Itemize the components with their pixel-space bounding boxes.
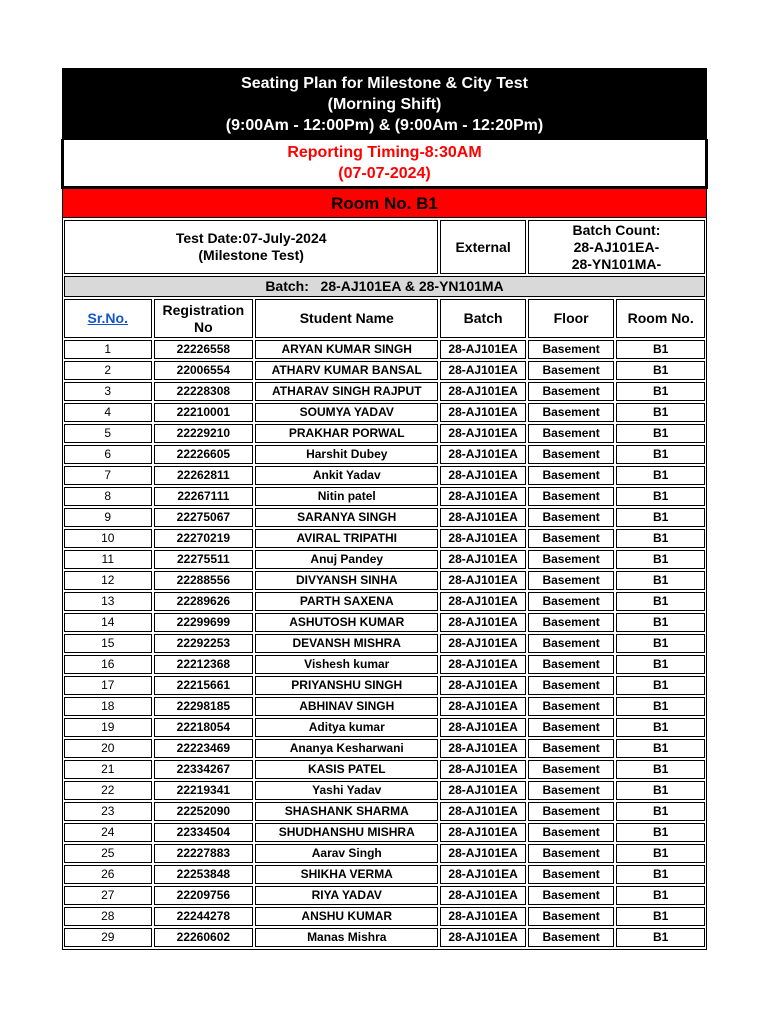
cell-registration: 22298185: [154, 697, 254, 716]
cell-batch: 28-AJ101EA: [440, 823, 526, 842]
table-row: [64, 382, 705, 401]
table-row: [64, 907, 705, 926]
cell-batch: 28-AJ101EA: [440, 886, 526, 905]
table-row: [64, 508, 705, 527]
cell-floor: Basement: [528, 928, 615, 947]
cell-registration: 22299699: [154, 613, 254, 632]
cell-floor: Basement: [528, 466, 615, 485]
cell-registration: 22219341: [154, 781, 254, 800]
table-row: [64, 823, 705, 842]
table-row: [64, 865, 705, 884]
table-row: [64, 550, 705, 569]
cell-student-name: Nitin patel: [255, 487, 438, 506]
cell-floor: Basement: [528, 403, 615, 422]
cell-student-name: Vishesh kumar: [255, 655, 438, 674]
cell-batch: 28-AJ101EA: [440, 781, 526, 800]
cell-batch: 28-AJ101EA: [440, 802, 526, 821]
batch-count-label: Batch Count:: [572, 221, 661, 238]
cell-floor: Basement: [528, 676, 615, 695]
col-sr-no[interactable]: [64, 299, 152, 338]
cell-sr-no: 13: [64, 592, 152, 611]
cell-room-no: B1: [616, 361, 705, 380]
cell-student-name: Ananya Kesharwani: [255, 739, 438, 758]
cell-registration: 22289626: [154, 592, 254, 611]
cell-floor: Basement: [528, 907, 615, 926]
cell-student-name: ATHARAV SINGH RAJPUT: [255, 382, 438, 401]
cell-floor: Basement: [528, 886, 615, 905]
cell-room-no: B1: [616, 508, 705, 527]
cell-student-name: ATHARV KUMAR BANSAL: [255, 361, 438, 380]
cell-batch: 28-AJ101EA: [440, 361, 526, 380]
cell-sr-no: 11: [64, 550, 152, 569]
table-row: [64, 844, 705, 863]
cell-student-name: ANSHU KUMAR: [255, 907, 438, 926]
cell-sr-no: 7: [64, 466, 152, 485]
cell-sr-no: 9: [64, 508, 152, 527]
cell-registration: 22223469: [154, 739, 254, 758]
cell-sr-no: 10: [64, 529, 152, 548]
cell-room-no: B1: [616, 487, 705, 506]
cell-student-name: Harshit Dubey: [255, 445, 438, 464]
cell-batch: 28-AJ101EA: [440, 697, 526, 716]
cell-floor: Basement: [528, 487, 615, 506]
cell-sr-no: 2: [64, 361, 152, 380]
cell-sr-no: 27: [64, 886, 152, 905]
table-row: [64, 697, 705, 716]
cell-student-name: PRAKHAR PORWAL: [255, 424, 438, 443]
table-header: [64, 299, 705, 338]
cell-room-no: B1: [616, 466, 705, 485]
test-info-row: [64, 220, 705, 274]
cell-batch: 28-AJ101EA: [440, 907, 526, 926]
cell-floor: Basement: [528, 739, 615, 758]
cell-sr-no: 8: [64, 487, 152, 506]
cell-registration: 22228308: [154, 382, 254, 401]
cell-batch: 28-AJ101EA: [440, 571, 526, 590]
cell-batch: 28-AJ101EA: [440, 382, 526, 401]
batch-count-2: 28-YN101MA-: [571, 255, 662, 272]
cell-student-name: AVIRAL TRIPATHI: [255, 529, 438, 548]
cell-registration: 22215661: [154, 676, 254, 695]
table-row: [64, 340, 705, 359]
cell-sr-no: 16: [64, 655, 152, 674]
cell-student-name: KASIS PATEL: [255, 760, 438, 779]
cell-student-name: ASHUTOSH KUMAR: [255, 613, 438, 632]
table-row: [64, 676, 705, 695]
external-cell: External: [440, 220, 526, 274]
cell-batch: 28-AJ101EA: [440, 508, 526, 527]
sr-no-link[interactable]: Sr.No.: [87, 310, 128, 326]
cell-sr-no: 17: [64, 676, 152, 695]
cell-sr-no: 6: [64, 445, 152, 464]
cell-room-no: B1: [616, 928, 705, 947]
cell-room-no: B1: [616, 697, 705, 716]
table-row: [64, 760, 705, 779]
cell-batch: 28-AJ101EA: [440, 613, 526, 632]
cell-sr-no: 26: [64, 865, 152, 884]
cell-room-no: B1: [616, 907, 705, 926]
cell-student-name: SHIKHA VERMA: [255, 865, 438, 884]
table-row: [64, 487, 705, 506]
title-line-3: (9:00Am - 12:00Pm) & (9:00Am - 12:20Pm): [225, 117, 544, 134]
cell-registration: 22227883: [154, 844, 254, 863]
cell-registration: 22226605: [154, 445, 254, 464]
col-floor: Floor: [528, 299, 615, 338]
cell-student-name: Ankit Yadav: [255, 466, 438, 485]
cell-registration: 22244278: [154, 907, 254, 926]
cell-student-name: DIVYANSH SINHA: [255, 571, 438, 590]
cell-registration: 22292253: [154, 634, 254, 653]
cell-floor: Basement: [528, 613, 615, 632]
cell-sr-no: 22: [64, 781, 152, 800]
col-batch: Batch: [440, 299, 526, 338]
cell-room-no: B1: [616, 802, 705, 821]
cell-batch: 28-AJ101EA: [440, 592, 526, 611]
cell-sr-no: 28: [64, 907, 152, 926]
cell-room-no: B1: [616, 445, 705, 464]
table-row: [64, 655, 705, 674]
table-row: [64, 802, 705, 821]
cell-student-name: PARTH SAXENA: [255, 592, 438, 611]
cell-sr-no: 25: [64, 844, 152, 863]
test-date: Test Date:07-July-2024: [175, 230, 327, 246]
cell-room-no: B1: [616, 592, 705, 611]
cell-batch: 28-AJ101EA: [440, 739, 526, 758]
cell-room-no: B1: [616, 571, 705, 590]
cell-floor: Basement: [528, 571, 615, 590]
cell-floor: Basement: [528, 529, 615, 548]
cell-batch: 28-AJ101EA: [440, 844, 526, 863]
cell-batch: 28-AJ101EA: [440, 529, 526, 548]
cell-sr-no: 15: [64, 634, 152, 653]
cell-floor: Basement: [528, 781, 615, 800]
cell-batch: 28-AJ101EA: [440, 466, 526, 485]
cell-room-no: B1: [616, 760, 705, 779]
cell-room-no: B1: [616, 382, 705, 401]
col-student-name: Student Name: [255, 299, 438, 338]
cell-floor: Basement: [528, 550, 615, 569]
seating-table-wrapper: [62, 218, 707, 950]
cell-registration: 22210001: [154, 403, 254, 422]
cell-floor: Basement: [528, 340, 615, 359]
cell-batch: 28-AJ101EA: [440, 718, 526, 737]
cell-sr-no: 19: [64, 718, 152, 737]
cell-student-name: PRIYANSHU SINGH: [255, 676, 438, 695]
cell-room-no: B1: [616, 340, 705, 359]
table-row: [64, 592, 705, 611]
cell-floor: Basement: [528, 802, 615, 821]
cell-student-name: ARYAN KUMAR SINGH: [255, 340, 438, 359]
cell-student-name: ABHINAV SINGH: [255, 697, 438, 716]
cell-batch: 28-AJ101EA: [440, 445, 526, 464]
batch-line: Batch: 28-AJ101EA & 28-YN101MA: [64, 276, 705, 297]
cell-registration: 22334504: [154, 823, 254, 842]
cell-student-name: SARANYA SINGH: [255, 508, 438, 527]
cell-batch: 28-AJ101EA: [440, 676, 526, 695]
title-line-1: Seating Plan for Milestone & City Test: [241, 75, 528, 92]
cell-floor: Basement: [528, 718, 615, 737]
table-row: [64, 634, 705, 653]
reporting-box: [62, 140, 707, 188]
cell-registration: 22252090: [154, 802, 254, 821]
cell-room-no: B1: [616, 865, 705, 884]
cell-floor: Basement: [528, 382, 615, 401]
cell-batch: 28-AJ101EA: [440, 655, 526, 674]
cell-registration: 22288556: [154, 571, 254, 590]
cell-room-no: B1: [616, 403, 705, 422]
cell-student-name: SOUMYA YADAV: [255, 403, 438, 422]
table-row: [64, 445, 705, 464]
cell-registration: 22209756: [154, 886, 254, 905]
cell-batch: 28-AJ101EA: [440, 424, 526, 443]
seating-plan-sheet: [62, 68, 707, 950]
cell-room-no: B1: [616, 613, 705, 632]
cell-room-no: B1: [616, 655, 705, 674]
cell-registration: 22229210: [154, 424, 254, 443]
table-row: [64, 613, 705, 632]
cell-registration: 22006554: [154, 361, 254, 380]
title-line-2: (Morning Shift): [327, 96, 442, 113]
cell-floor: Basement: [528, 424, 615, 443]
cell-registration: 22275067: [154, 508, 254, 527]
cell-sr-no: 3: [64, 382, 152, 401]
cell-registration: 22226558: [154, 340, 254, 359]
table-row: [64, 424, 705, 443]
cell-floor: Basement: [528, 865, 615, 884]
seating-table: [62, 218, 707, 949]
table-row: [64, 403, 705, 422]
cell-registration: 22253848: [154, 865, 254, 884]
cell-batch: 28-AJ101EA: [440, 928, 526, 947]
cell-sr-no: 14: [64, 613, 152, 632]
cell-floor: Basement: [528, 844, 615, 863]
cell-room-no: B1: [616, 676, 705, 695]
reporting-date: (07-07-2024): [338, 165, 431, 182]
cell-sr-no: 12: [64, 571, 152, 590]
cell-batch: 28-AJ101EA: [440, 487, 526, 506]
page-title: [62, 68, 707, 140]
cell-sr-no: 4: [64, 403, 152, 422]
cell-registration: 22260602: [154, 928, 254, 947]
col-room-no: Room No.: [616, 299, 705, 338]
cell-room-no: B1: [616, 529, 705, 548]
cell-room-no: B1: [616, 781, 705, 800]
cell-floor: Basement: [528, 697, 615, 716]
cell-student-name: SHASHANK SHARMA: [255, 802, 438, 821]
table-row: [64, 718, 705, 737]
col-registration: [154, 299, 254, 338]
col-registration-line1: Registration: [162, 301, 245, 318]
table-body: [64, 340, 705, 947]
cell-sr-no: 29: [64, 928, 152, 947]
cell-batch: 28-AJ101EA: [440, 634, 526, 653]
table-row: [64, 928, 705, 947]
test-date-cell: [64, 220, 438, 274]
room-title: Room No. B1: [62, 188, 707, 218]
cell-floor: Basement: [528, 760, 615, 779]
cell-student-name: Aarav Singh: [255, 844, 438, 863]
cell-registration: 22218054: [154, 718, 254, 737]
cell-student-name: SHUDHANSHU MISHRA: [255, 823, 438, 842]
cell-room-no: B1: [616, 886, 705, 905]
cell-student-name: RIYA YADAV: [255, 886, 438, 905]
cell-room-no: B1: [616, 634, 705, 653]
cell-student-name: Yashi Yadav: [255, 781, 438, 800]
cell-floor: Basement: [528, 445, 615, 464]
cell-registration: 22212368: [154, 655, 254, 674]
table-row: [64, 781, 705, 800]
cell-student-name: Anuj Pandey: [255, 550, 438, 569]
cell-registration: 22267111: [154, 487, 254, 506]
cell-batch: 28-AJ101EA: [440, 760, 526, 779]
cell-batch: 28-AJ101EA: [440, 340, 526, 359]
cell-floor: Basement: [528, 634, 615, 653]
cell-batch: 28-AJ101EA: [440, 550, 526, 569]
cell-room-no: B1: [616, 823, 705, 842]
cell-floor: Basement: [528, 655, 615, 674]
table-row: [64, 361, 705, 380]
table-row: [64, 466, 705, 485]
cell-floor: Basement: [528, 592, 615, 611]
cell-sr-no: 21: [64, 760, 152, 779]
col-registration-line2: No: [194, 318, 213, 335]
table-row: [64, 571, 705, 590]
batch-count-1: 28-AJ101EA-: [573, 238, 660, 255]
cell-registration: 22275511: [154, 550, 254, 569]
batch-count-cell: [528, 220, 705, 274]
cell-registration: 22270219: [154, 529, 254, 548]
cell-batch: 28-AJ101EA: [440, 865, 526, 884]
cell-sr-no: 24: [64, 823, 152, 842]
cell-room-no: B1: [616, 424, 705, 443]
cell-floor: Basement: [528, 361, 615, 380]
cell-student-name: DEVANSH MISHRA: [255, 634, 438, 653]
cell-sr-no: 20: [64, 739, 152, 758]
cell-registration: 22262811: [154, 466, 254, 485]
table-row: [64, 739, 705, 758]
cell-batch: 28-AJ101EA: [440, 403, 526, 422]
cell-sr-no: 1: [64, 340, 152, 359]
cell-room-no: B1: [616, 550, 705, 569]
test-type: (Milestone Test): [198, 247, 304, 263]
cell-student-name: Aditya kumar: [255, 718, 438, 737]
table-row: [64, 886, 705, 905]
cell-sr-no: 23: [64, 802, 152, 821]
batch-row: [64, 276, 705, 297]
cell-sr-no: 5: [64, 424, 152, 443]
cell-room-no: B1: [616, 739, 705, 758]
cell-floor: Basement: [528, 823, 615, 842]
reporting-time: Reporting Timing-8:30AM: [287, 144, 482, 161]
cell-sr-no: 18: [64, 697, 152, 716]
cell-floor: Basement: [528, 508, 615, 527]
table-row: [64, 529, 705, 548]
cell-room-no: B1: [616, 844, 705, 863]
cell-registration: 22334267: [154, 760, 254, 779]
cell-room-no: B1: [616, 718, 705, 737]
cell-student-name: Manas Mishra: [255, 928, 438, 947]
